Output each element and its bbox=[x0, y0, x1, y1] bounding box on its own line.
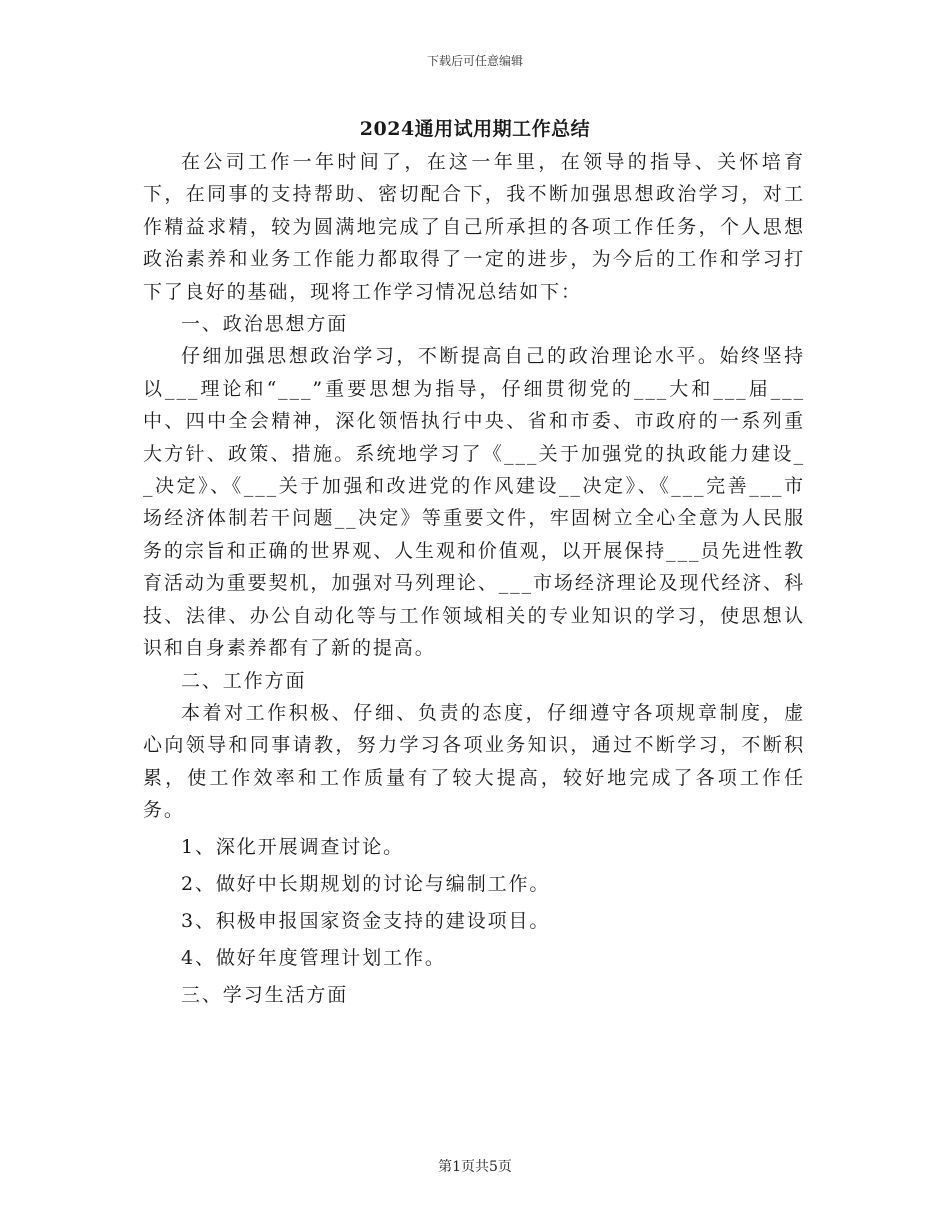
work-list-item: 3、积极申报国家资金支持的建设项目。 bbox=[181, 910, 551, 933]
work-list-item: 4、做好年度管理计划工作。 bbox=[181, 947, 446, 970]
section-heading-politics: 一、政治思想方面 bbox=[181, 313, 349, 336]
section-heading-study-life: 三、学习生活方面 bbox=[181, 984, 349, 1007]
intro-paragraph: 在公司工作一年时间了，在这一年里，在领导的指导、关怀培育下，在同事的支持帮助、密切配合下，我不断加强思想政治学习，对工作精益求精，较为圆满地完成了自己所承担的各项工作任务，个人思想政治素养和业务工作能力都取得了一定的进步，为今后的工作和学习打下了良好的基础，现将工作学习情况总结如下： bbox=[143, 151, 805, 303]
politics-paragraph: 仔细加强思想政治学习，不断提高自己的政治理论水平。始终坚持以___理论和“___”重要思想为指导，仔细贯彻党的___大和___届___中、四中全会精神，深化领悟执行中央、省和市委、市政府的一系列重大方针、政策、措施。系统地学习了《___关于加强党的执政能力建设__决定》、《___关于加强和改进党的作风建设__决定》、《___完善___市场经济体制若干问题__决定》等重要文件，牢固树立全心全意为人民服务的宗旨和正确的世界观、人生观和价值观，以开展保持___员先进性教育活动为重要契机，加强对马列理论、___市场经济理论及现代经济、科技、法律、办公自动化等与工作领域相关的专业知识的学习，使思想认识和自身素养都有了新的提高。 bbox=[143, 345, 805, 660]
page-number: 第1页共5页 bbox=[438, 1159, 512, 1175]
work-list-item: 1、深化开展调查讨论。 bbox=[181, 836, 404, 859]
page-header-note: 下载后可任意编辑 bbox=[426, 54, 523, 68]
section-heading-work: 二、工作方面 bbox=[181, 669, 307, 692]
work-paragraph: 本着对工作积极、仔细、负责的态度，仔细遵守各项规章制度，虚心向领导和同事请教，努力学习各项业务知识，通过不断学习，不断积累，使工作效率和工作质量有了较大提高，较好地完成了各项工作任务。 bbox=[143, 701, 805, 822]
document-title: 2024通用试用期工作总结 bbox=[359, 118, 591, 140]
work-list-item: 2、做好中长期规划的讨论与编制工作。 bbox=[181, 873, 551, 896]
document-body bbox=[143, 146, 805, 1012]
